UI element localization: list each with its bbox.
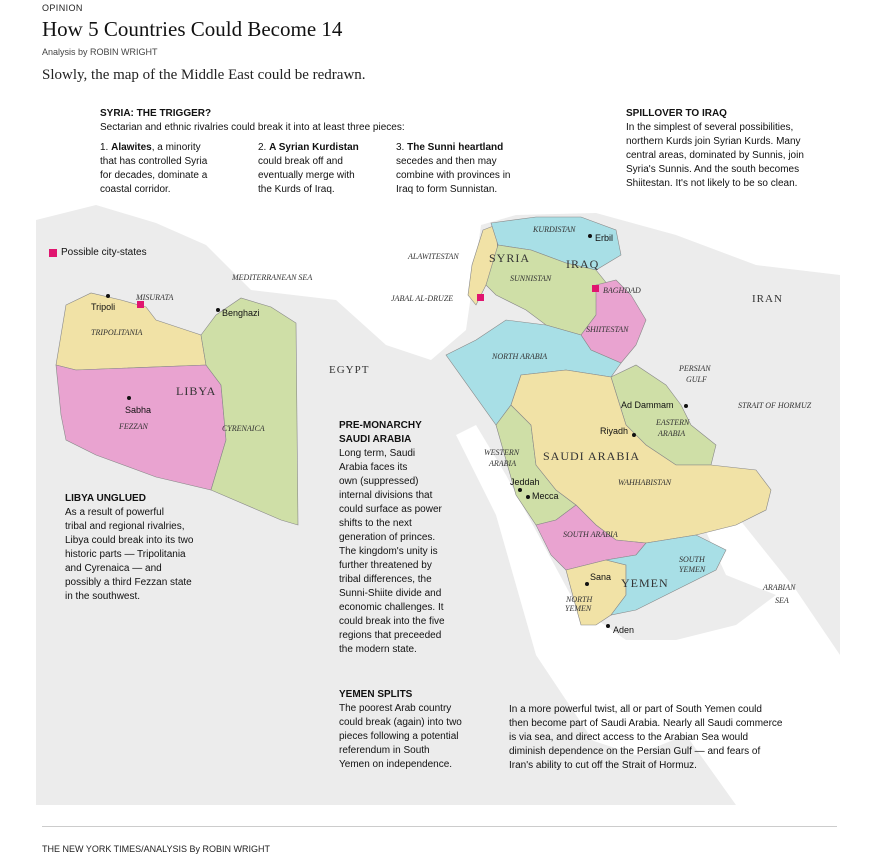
- label-iran: IRAN: [752, 293, 783, 305]
- label-north-yemen-2: YEMEN: [565, 604, 592, 613]
- label-north-yemen-1: NORTH: [566, 595, 593, 604]
- city-sabha: Sabha: [125, 405, 152, 415]
- footer-rule: [42, 826, 837, 827]
- city-dot-riyadh: [632, 433, 636, 437]
- iraq-box: SPILLOVER TO IRAQ In the simplest of several possibilities, northern Kurds join Syrian Kurds. Many central areas, dominated by Sunnis, join Syria's Sunnis. And the south becomes Shiitestan. It's not likely to be so clean.: [626, 108, 804, 189]
- saudi-box: PRE-MONARCHY SAUDI ARABIA Long term, Saudi Arabia faces its own (suppressed) internal divisions that could surface as power shifts to the next generation of princes. The kingdom's unity is further threatened by tribal differences, the Sunni-Shiite divide and economic challenges. It could break into the five regions that preceeded the modern state.: [339, 420, 445, 655]
- label-hormuz: STRAIT OF HORMUZ: [738, 401, 812, 410]
- section-kicker: OPINION: [42, 3, 83, 13]
- city-dot-jeddah: [518, 488, 522, 492]
- syria-intro: Sectarian and ethnic rivalries could break it into at least three pieces:: [100, 122, 405, 133]
- syria-heading: SYRIA: THE TRIGGER?: [100, 108, 212, 119]
- label-tripolitania: TRIPOLITANIA: [91, 328, 143, 337]
- label-south-yemen-2: YEMEN: [679, 565, 706, 574]
- label-persian-1: PERSIAN: [679, 364, 711, 373]
- label-saudi: SAUDI ARABIA: [543, 449, 641, 463]
- city-benghazi: Benghazi: [222, 308, 260, 318]
- city-dot-mecca: [526, 495, 530, 499]
- legend-label: Possible city-states: [61, 247, 147, 258]
- label-fezzan: FEZZAN: [119, 422, 148, 431]
- label-egypt: EGYPT: [329, 364, 370, 376]
- city-state-marker-jabal: [477, 294, 484, 301]
- label-shiitestan: SHIITESTAN: [586, 325, 629, 334]
- city-erbil: Erbil: [595, 233, 614, 243]
- label-med-sea: MEDITERRANEAN SEA: [232, 273, 313, 282]
- city-dot-sabha: [127, 396, 131, 400]
- label-kurdistan: KURDISTAN: [533, 225, 576, 234]
- city-jeddah: Jeddah: [510, 477, 540, 487]
- city-aden: Aden: [613, 625, 635, 635]
- dek: Slowly, the map of the Middle East could be redrawn.: [42, 67, 366, 83]
- syria-item-1: 1. Alawites, a minority that has controlled Syria for decades, dominate a coastal corridor.: [100, 142, 208, 195]
- city-dot-sana: [585, 582, 589, 586]
- city-dot-aden: [606, 624, 610, 628]
- label-arabian-1: ARABIAN: [763, 583, 796, 592]
- label-sunnistan: SUNNISTAN: [510, 274, 552, 283]
- label-eastern-1: EASTERN: [656, 418, 690, 427]
- city-dammam: Ad Dammam: [621, 400, 674, 410]
- label-south-yemen-1: SOUTH: [679, 555, 705, 564]
- city-tripoli: Tripoli: [91, 302, 116, 312]
- page-title: How 5 Countries Could Become 14: [42, 17, 343, 41]
- label-libya: LIBYA: [176, 384, 217, 398]
- city-dot-tripoli: [106, 294, 110, 298]
- city-state-marker-baghdad: [592, 285, 599, 292]
- label-baghdad: BAGHDAD: [603, 286, 641, 295]
- label-wahhabistan: WAHHABISTAN: [618, 478, 672, 487]
- yemen-box-2: In a more powerful twist, all or part of South Yemen could then become part of Saudi Arabia. Nearly all Saudi commerce is via sea, and direct access to the Arabian Sea would diminish dependence on the Persian Gulf — and fears of Iran's ability to cut off the Strait of Hormuz.: [509, 704, 783, 771]
- label-misurata: MISURATA: [136, 293, 174, 302]
- label-jabal: JABAL AL-DRUZE: [391, 294, 454, 303]
- label-south-arabia: SOUTH ARABIA: [563, 530, 618, 539]
- label-alawitestan: ALAWITESTAN: [408, 252, 459, 261]
- libya-box: LIBYA UNGLUED As a result of powerful tribal and regional rivalries, Libya could break into its two historic parts — Tripolitania and Cyrenaica — and possibly a third Fezzan state in the southwest.: [65, 493, 194, 602]
- label-iraq: IRAQ: [566, 257, 600, 271]
- city-sana: Sana: [590, 572, 612, 582]
- syria-item-3: 3. The Sunni heartland secedes and then may combine with provinces in Iraq to form Sunnistan.: [396, 142, 511, 195]
- syria-item-2: 2. A Syrian Kurdistan could break off and eventually merge with the Kurds of Iraq.: [258, 142, 359, 195]
- legend-city-states: [49, 247, 147, 258]
- city-state-marker-misurata: [137, 301, 144, 308]
- byline: Analysis by ROBIN WRIGHT: [42, 47, 158, 57]
- city-dot-benghazi: [216, 308, 220, 312]
- yemen-box: YEMEN SPLITS The poorest Arab country could break (again) into two pieces following a potential referendum in South Yemen on independence.: [339, 689, 462, 770]
- label-cyrenaica: CYRENAICA: [222, 424, 265, 433]
- label-yemen: YEMEN: [621, 576, 669, 590]
- label-western-1: WESTERN: [484, 448, 520, 457]
- city-mecca: Mecca: [532, 491, 559, 501]
- label-north-arabia: NORTH ARABIA: [492, 352, 548, 361]
- city-dot-erbil: [588, 234, 592, 238]
- city-dot-dammam: [684, 404, 688, 408]
- label-persian-2: GULF: [686, 375, 707, 384]
- label-eastern-2: ARABIA: [658, 429, 686, 438]
- city-riyadh: Riyadh: [600, 426, 629, 436]
- label-arabian-2: SEA: [775, 596, 789, 605]
- label-western-2: ARABIA: [489, 459, 517, 468]
- legend-swatch: [49, 249, 57, 257]
- label-syria: SYRIA: [489, 251, 531, 265]
- footer-credit: THE NEW YORK TIMES/ANALYSIS By ROBIN WRIGHT: [42, 844, 271, 854]
